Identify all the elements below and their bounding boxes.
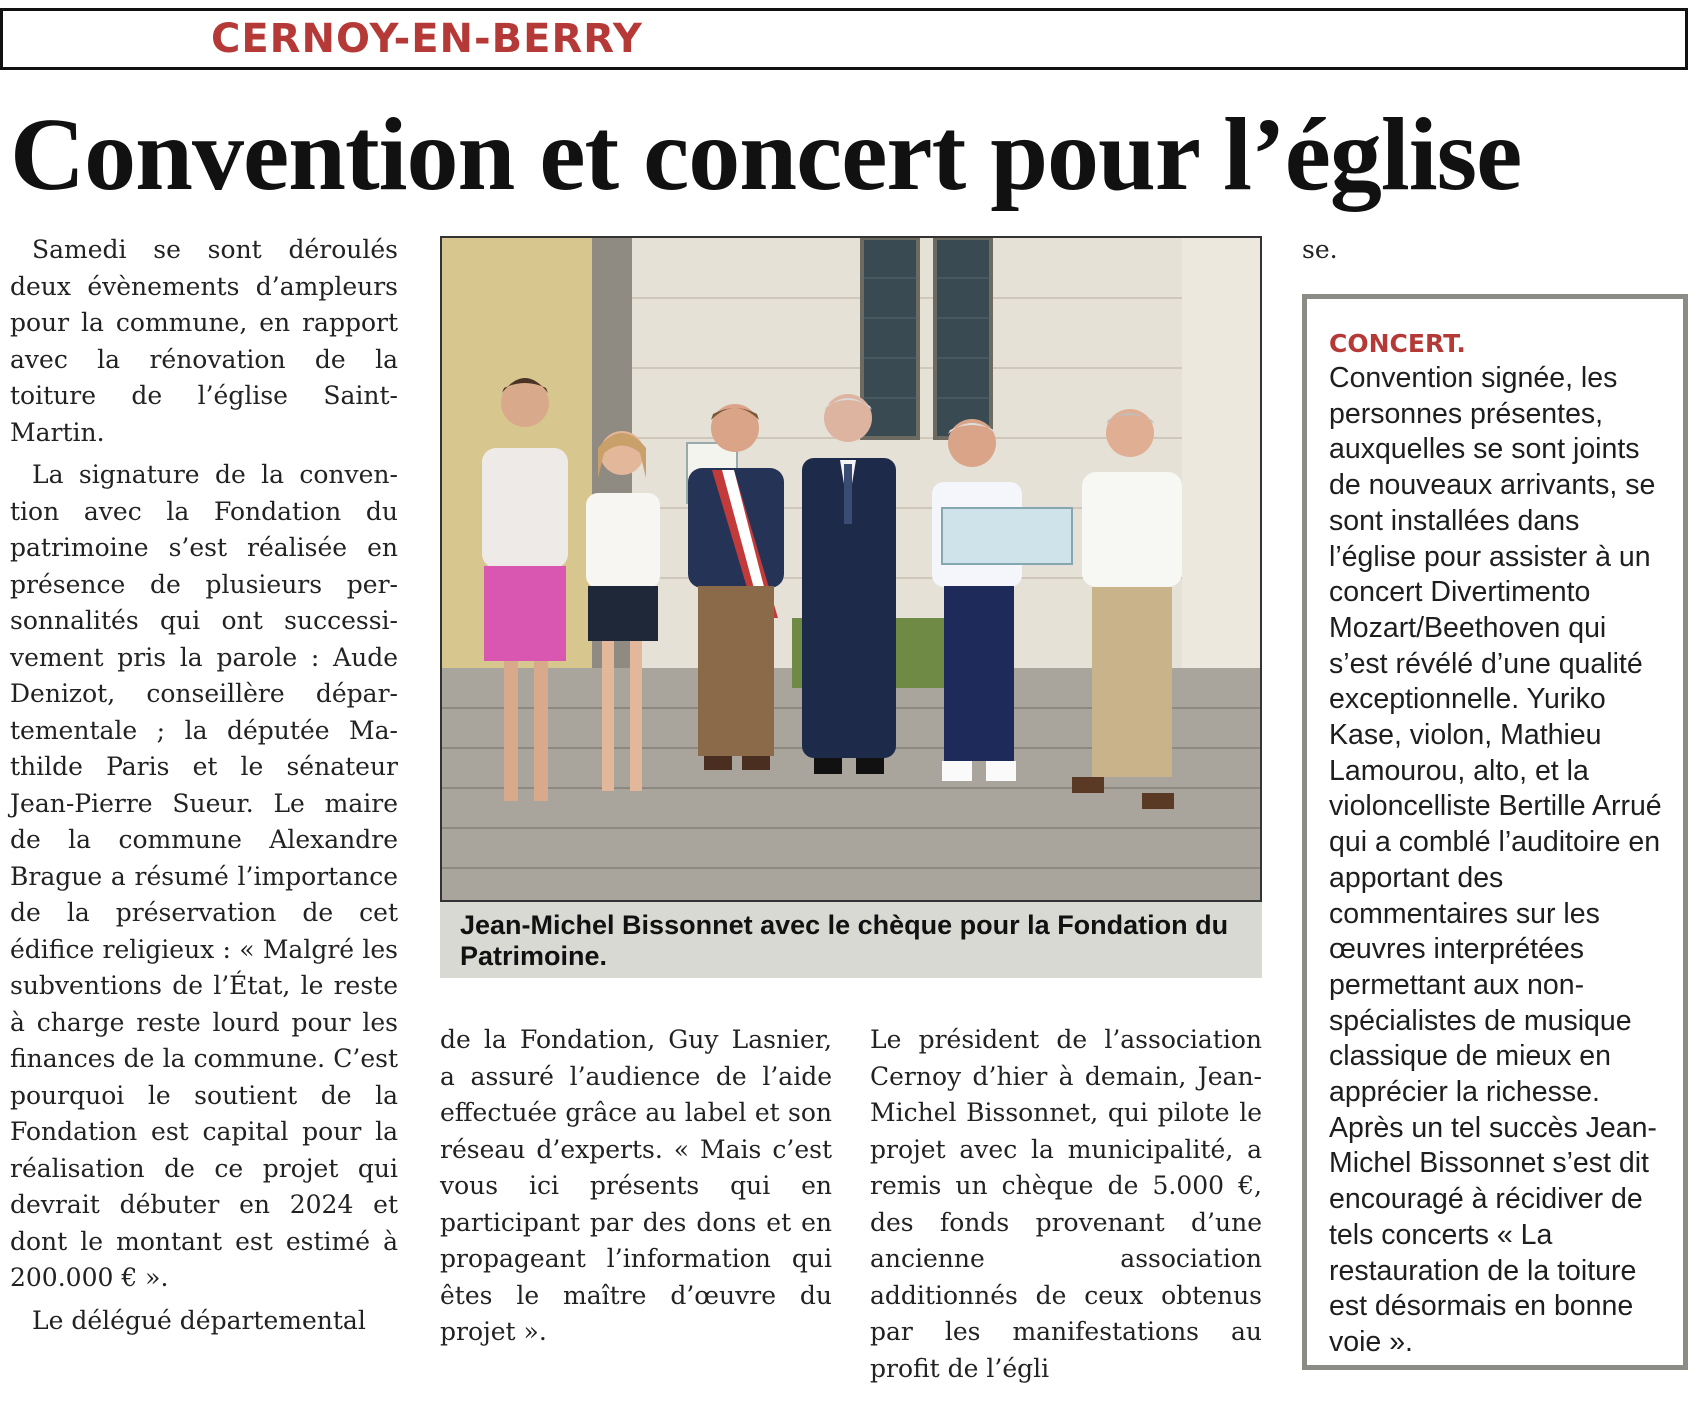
paragraph-convention: La signature de la convention avec la Fondation du patrimoine s’est réalisée en présence de plusieurs personnalités qui ont successivement pris la parole : Aude Denizot, conseillère départementale ; la députée Mathilde Paris et le sénateur Jean-Pierre Sueur. Le maire de la commune Alexandre Brague a résumé l’importance de la préservation de cet édifice religieux : « Malgré les subventions de l’État, le reste à charge reste lourd pour les finances de la commune. C’est pourquoi le soutient de la Fondation est capital pour la réalisation de ce projet qui devrait débuter en 2024 et dont le montant est estimé à 200.000 € ».	[10, 460, 398, 1292]
paragraph-cheque-tail: se.	[1302, 235, 1338, 264]
article-column-1	[10, 232, 398, 1339]
article-column-3	[870, 1022, 1262, 1387]
sidebar-body: Convention signée, les personnes présentes, auxquelles se sont joints de nouveaux arrivants, se sont installées dans l’église pour assister à un concert Divertimento Mozart/Beethoven qui s’est révélé d’une qualité exceptionnelle. Yuriko Kase, violon, Mathieu Lamourou, alto, et la violoncelliste Bertille Arrué qui a comblé l’auditoire en apportant des commentaires sur les œuvres interprétées permettant aux non-spécialistes de musique classique de mieux en apprécier la richesse. Après un tel succès Jean-Michel Bissonnet s’est dit encouragé à récidiver de tels concerts « La restauration de la toiture est désormais en bonne voie ».	[1329, 362, 1662, 1358]
section-label: CERNOY-EN-BERRY	[211, 16, 643, 62]
photo	[440, 236, 1262, 902]
paragraph-delegate-quote: de la Fondation, Guy Lasnier, a assuré l’audience de l’aide effectuée grâce au label et son réseau d’experts. « Mais c’est vous ici présents qui en participant par des dons et en propageant l’information qui êtes le maître d’œuvre du projet ».	[440, 1025, 832, 1346]
paragraph-cheque: Le président de l’association Cernoy d’hier à demain, Jean-Michel Bissonnet, qui pilote le projet avec la municipalité, a remis un chèque de 5.000 €, des fonds provenant d’une ancienne association additionnés de ceux obtenus par les manifestations au profit de l’égli	[870, 1025, 1262, 1383]
sidebar-title: CONCERT.	[1329, 329, 1466, 358]
article-column-2	[440, 1022, 832, 1351]
section-banner	[0, 8, 1688, 70]
concert-sidebar	[1302, 294, 1688, 1370]
paragraph-delegate-start: Le délégué départemental	[32, 1305, 366, 1335]
photo-caption-box	[440, 902, 1262, 978]
headline: Convention et concert pour l’église	[10, 97, 1522, 212]
photo-caption: Jean-Michel Bissonnet avec le chèque pour la Fondation du Patrimoine.	[460, 910, 1229, 971]
group-photo-illustration	[442, 238, 1260, 900]
paragraph-intro: Samedi se sont déroulés deux évènements d’ampleurs pour la commune, en rapport avec la rénovation de la toiture de l’église Saint-Martin.	[10, 235, 398, 447]
